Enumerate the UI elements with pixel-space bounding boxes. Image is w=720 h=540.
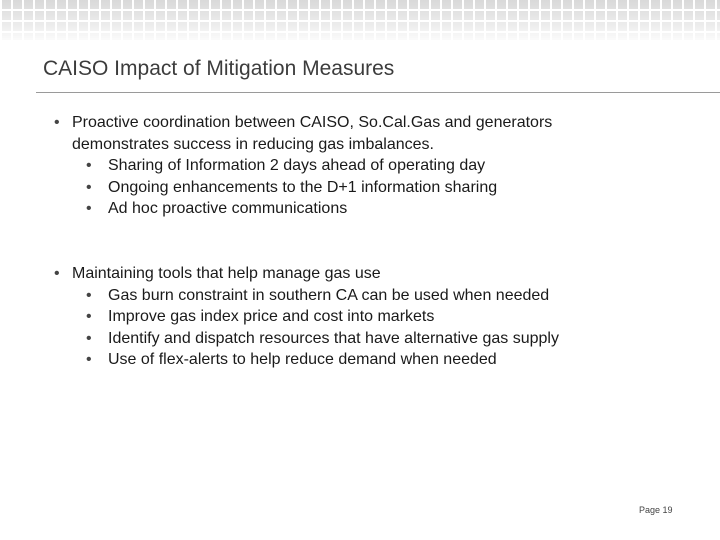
bullet-dot-icon: •: [86, 200, 92, 218]
sub-bullet-text: Sharing of Information 2 days ahead of operating day: [108, 157, 486, 175]
sub-bullet-item: [54, 198, 694, 220]
bullet-dot-icon: •: [86, 178, 92, 196]
bullet-dot-icon: •: [86, 329, 92, 347]
bullet-text: Maintaining tools that help manage gas use: [72, 264, 381, 282]
bullet-dot-icon: •: [54, 264, 60, 282]
sub-bullet-text: Ad hoc proactive communications: [108, 200, 348, 218]
bullet-text: demonstrates success in reducing gas imbalances.: [72, 135, 434, 153]
sub-bullet-item: [54, 285, 694, 307]
sub-bullet-text: Improve gas index price and cost into markets: [108, 308, 435, 326]
bullet-dot-icon: •: [86, 157, 92, 175]
slide-body: [54, 112, 694, 371]
bullet-dot-icon: •: [86, 351, 92, 369]
sub-bullet-item: [54, 155, 694, 177]
sub-bullet-text: Use of flex-alerts to help reduce demand when needed: [108, 351, 497, 369]
sub-bullet-item: [54, 306, 694, 328]
bullet-dot-icon: •: [86, 286, 92, 304]
slide-title: CAISO Impact of Mitigation Measures: [43, 57, 395, 80]
sub-bullet-text: Ongoing enhancements to the D+1 information sharing: [108, 178, 498, 196]
header-fade: [0, 0, 720, 44]
page-number: Page 19: [639, 505, 673, 515]
spacer: [54, 220, 694, 263]
bullet-item: [54, 263, 694, 285]
title-divider: [36, 92, 720, 93]
sub-bullet-item: [54, 177, 694, 199]
bullet-dot-icon: •: [86, 308, 92, 326]
bullet-text: Proactive coordination between CAISO, So.Cal.Gas and generators: [72, 114, 553, 131]
bullet-dot-icon: •: [54, 114, 60, 131]
bullet-item: [54, 112, 694, 155]
sub-bullet-text: Gas burn constraint in southern CA can be used when needed: [108, 286, 550, 304]
sub-bullet-text: Identify and dispatch resources that have alternative gas supply: [108, 329, 559, 347]
sub-bullet-item: [54, 349, 694, 371]
sub-bullet-item: [54, 328, 694, 350]
